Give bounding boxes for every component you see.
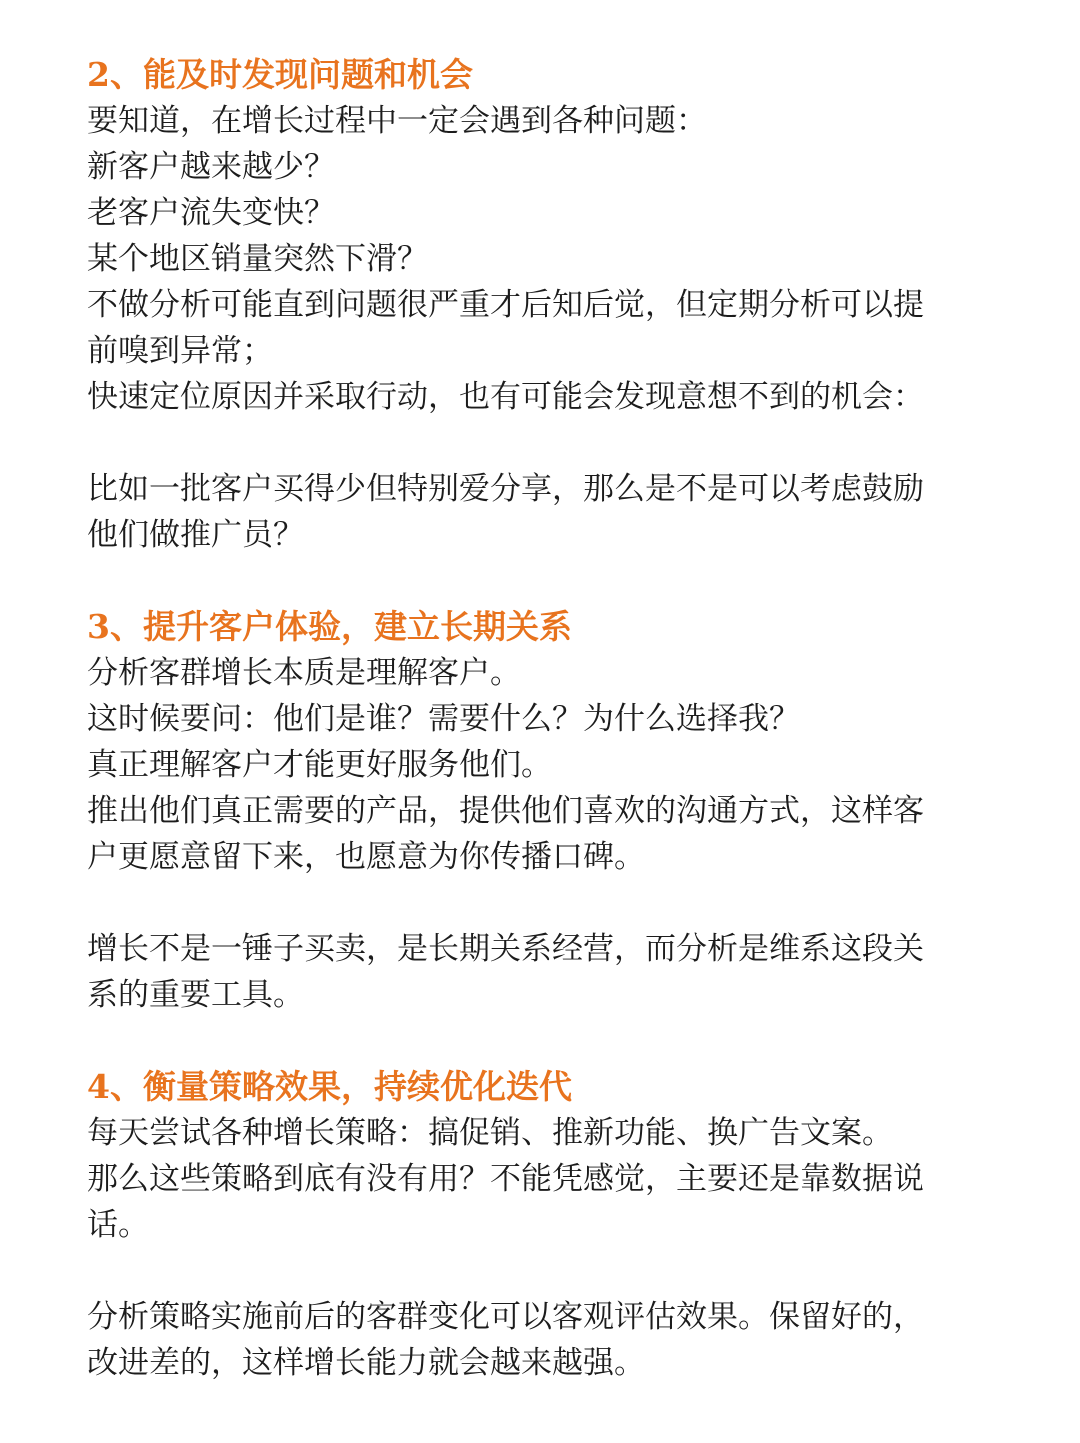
section-heading: 3、提升客户体验，建立长期关系	[87, 607, 572, 646]
paragraph-line: 比如一批客户买得少但特别爱分享，那么是不是可以考虑鼓励	[87, 471, 924, 507]
paragraph-line: 不做分析可能直到问题很严重才后知后觉，但定期分析可以提	[87, 287, 924, 323]
paragraph-break	[87, 420, 1007, 466]
paragraph-line: 他们做推广员？	[87, 517, 304, 553]
section-2	[87, 52, 1007, 558]
paragraph-line: 前嗅到异常；	[87, 333, 273, 369]
paragraph-line: 快速定位原因并采取行动，也有可能会发现意想不到的机会：	[87, 379, 924, 415]
section-4	[87, 1064, 1007, 1386]
paragraph-line: 分析客群增长本质是理解客户。	[87, 655, 521, 691]
paragraph-line: 某个地区销量突然下滑？	[87, 241, 428, 277]
paragraph-line: 推出他们真正需要的产品，提供他们喜欢的沟通方式，这样客	[87, 793, 924, 829]
paragraph-line: 新客户越来越少？	[87, 149, 335, 185]
paragraph-line: 增长不是一锤子买卖，是长期关系经营，而分析是维系这段关	[87, 931, 924, 967]
paragraph-break	[87, 880, 1007, 926]
paragraph-line: 真正理解客户才能更好服务他们。	[87, 747, 552, 783]
section-gap	[87, 1018, 1007, 1064]
paragraph-line: 改进差的，这样增长能力就会越来越强。	[87, 1345, 645, 1381]
paragraph-line: 那么这些策略到底有没有用？不能凭感觉，主要还是靠数据说	[87, 1161, 924, 1197]
section-heading: 2、能及时发现问题和机会	[87, 55, 473, 94]
paragraph-line: 这时候要问：他们是谁？需要什么？为什么选择我？	[87, 701, 800, 737]
paragraph-line: 老客户流失变快？	[87, 195, 335, 231]
section-3	[87, 604, 1007, 1018]
section-gap	[87, 558, 1007, 604]
section-heading: 4、衡量策略效果，持续优化迭代	[87, 1067, 572, 1106]
paragraph-line: 话。	[87, 1207, 149, 1243]
paragraph-line: 要知道，在增长过程中一定会遇到各种问题：	[87, 103, 707, 139]
article-body	[87, 52, 1007, 1386]
paragraph-break	[87, 1248, 1007, 1294]
paragraph-line: 分析策略实施前后的客群变化可以客观评估效果。保留好的，	[87, 1299, 924, 1335]
paragraph-line: 每天尝试各种增长策略：搞促销、推新功能、换广告文案。	[87, 1115, 893, 1151]
paragraph-line: 户更愿意留下来，也愿意为你传播口碑。	[87, 839, 645, 875]
paragraph-line: 系的重要工具。	[87, 977, 304, 1013]
